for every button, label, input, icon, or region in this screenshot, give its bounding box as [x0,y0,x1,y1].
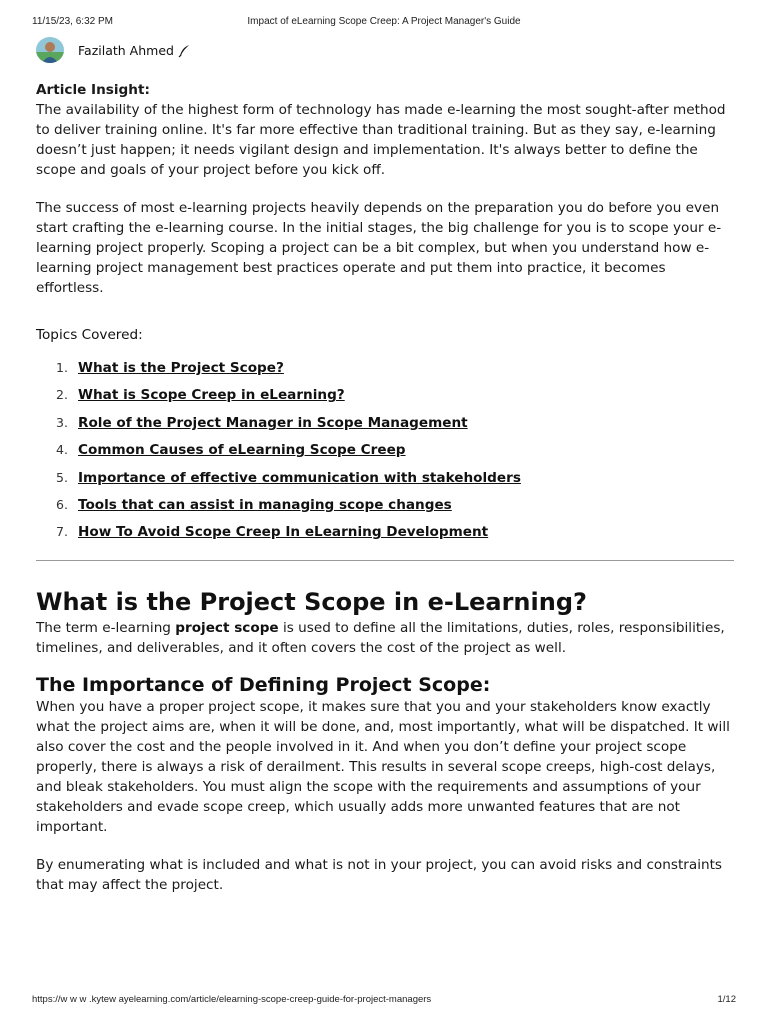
topic-number: 5. [56,469,68,485]
insight-label: Article Insight: [36,82,150,98]
importance-paragraph: When you have a proper project scope, it makes sure that you and your stakeholders know exactly what the project aims are, when it will be done, and, most importantly, what will be dispatched. It will also cover the cost and the people involved in it. And when you don’t define your project scope properly, there is always a risk of derailment. This results in several scope creeps, high-cost delays, and bleak stakeholders. You must align the scope with the requirements and assumptions of your stakeholders and evade scope creep, which usually adds more unwanted features that are not important. [36,698,730,835]
insight-text: The availability of the highest form of technology has made e-learning the most sought-after method to deliver training online. It's far more effective than traditional training. But as they say, e-learning doesn’t just happen; it needs vigilant design and implementation. It's always better to define the scope and goals of your project before you kick off. [36,102,726,178]
topic-link[interactable]: How To Avoid Scope Creep In eLearning Development [78,524,489,541]
topic-number: 4. [56,442,68,458]
list-item [36,522,736,549]
avatar [36,37,64,63]
topic-link[interactable]: What is Scope Creep in eLearning? [78,387,345,404]
list-item [36,358,736,385]
text-segment: is used to define all the limitations, duties, roles, responsibilities, timelines, and deliverables, and it often covers the cost of the project as well. [36,619,725,656]
topic-number: 6. [56,496,68,512]
section-title-importance: The Importance of Defining Project Scope: [36,673,491,696]
topic-number: 7. [56,524,68,540]
author-name[interactable]: Fazilath Ahmed [78,42,174,58]
topic-number: 3. [56,414,68,430]
print-header [32,16,736,30]
print-date: 11/15/23, 6:32 PM [32,16,113,27]
topic-link[interactable]: Tools that can assist in managing scope changes [78,496,452,513]
text-segment: The term e-learning [36,619,176,636]
topic-number: 2. [56,387,68,403]
quill-pen-icon [178,43,190,57]
print-url: https://w w w .kytew ayelearning.com/article/elearning-scope-creep-guide-for-project-managers [32,994,432,1005]
author-byline [36,37,190,63]
intro-paragraph: The success of most e-learning projects heavily depends on the preparation you do before you even start crafting the e-learning course. In the initial stages, the big challenge for you is to scope your e-learning project properly. Scoping a project can be a bit complex, but when you understand how e-learning project management best practices operate and put them into practice, it becomes effortless. [36,200,722,296]
print-footer [32,994,736,1006]
list-item [36,440,736,467]
project-scope-link[interactable]: project scope [175,619,279,636]
list-item [36,495,736,522]
section-divider [36,560,734,561]
list-item [36,385,736,412]
enumerating-paragraph: By enumerating what is included and what is not in your project, you can avoid risks and constraints that may affect the project. [36,856,722,893]
list-item [36,413,736,440]
topic-link[interactable]: Common Causes of eLearning Scope Creep [78,442,406,459]
print-title: Impact of eLearning Scope Creep: A Project Manager's Guide [247,16,521,27]
topic-link[interactable]: What is the Project Scope? [78,360,284,376]
topics-list [36,358,736,550]
topics-heading: Topics Covered: [36,327,143,343]
topic-link[interactable]: Importance of effective communication with stakeholders [78,469,521,486]
project-scope-paragraph [36,618,736,658]
list-item [36,468,736,495]
topic-number: 1. [56,360,68,375]
topic-link[interactable]: Role of the Project Manager in Scope Management [78,414,468,431]
article-content [36,80,736,895]
section-title-project-scope: What is the Project Scope in e-Learning? [36,587,587,616]
page-number: 1/12 [717,994,736,1005]
